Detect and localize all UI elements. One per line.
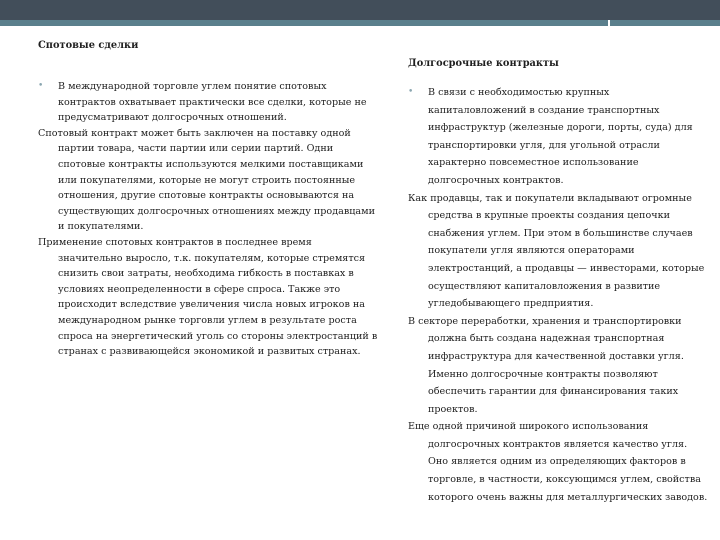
right-column-title: Долгосрочные контракты [408, 58, 559, 69]
left-bullet-paragraph [38, 79, 378, 126]
slide-accent-strip-right [610, 20, 720, 26]
left-column [38, 38, 378, 360]
slide-header-bar [0, 0, 720, 20]
right-paragraph-3: В секторе переработки, хранения и транспортировки должна быть создана надежная транспортная инфраструктура для качественной доставки угля. Именно долгосрочные контракты позволяют обеспечить гарантии для финансирования таких проектов. [408, 315, 684, 415]
left-paragraph-3: Применение спотовых контрактов в последнее время значительно выросло, т.к. покупателям, которые стремятся снизить свои затраты, необходима гибкость в поставках в условиях неопределенности в сфере спроса. Также это происходит вследствие увеличения числа новых игроков на международном рынке торговли углем в результате роста спроса на энергетический уголь со стороны электростанций в странах с развивающейся экономикой и развитых странах. [38, 236, 378, 358]
right-column [408, 56, 708, 506]
left-paragraph-1: В международной торговле углем понятие спотовых контрактов охватывает практически все сделки, которые не предусматривают долгосрочных отношений. [58, 81, 367, 124]
bullet-icon: • [408, 87, 414, 97]
slide-accent-strip [0, 20, 608, 26]
left-paragraph-2: Спотовый контракт может быть заключен на поставку одной партии товара, части партии или серии партий. Одни спотовые контракты используются мелкими поставщиками или покупателями, которые не могут строить постоянные отношения, другие спотовые контракты основываются на существующих долгосрочных отношениях между продавцами и покупателями. [38, 127, 375, 233]
right-paragraph-1: В связи с необходимостью крупных капиталовложений в создание транспортных инфраструктур (железные дороги, порты, суда) для транспортировки угля, для угольной отрасли характерно повсеместное использование долгосрочных контрактов. [428, 87, 693, 186]
right-paragraph-4: Еще одной причиной широкого использования долгосрочных контрактов является качество угля. Оно является одним из определяющих факторов в торговле, в частности, коксующимся углем, свойства которого очень важны для металлургических заводов. [408, 421, 708, 503]
right-bullet-paragraph [408, 84, 708, 190]
bullet-icon: • [38, 81, 44, 91]
right-paragraph-2: Как продавцы, так и покупатели вкладывают огромные средства в крупные проекты создания цепочки снабжения углем. При этом в большинстве случаев покупатели угля являются операторами электростанций, а продавцы — инвесторами, которые осуществляют капиталовложения в развитие угледобывающего предприятия. [408, 192, 705, 310]
left-column-title: Спотовые сделки [38, 40, 139, 51]
